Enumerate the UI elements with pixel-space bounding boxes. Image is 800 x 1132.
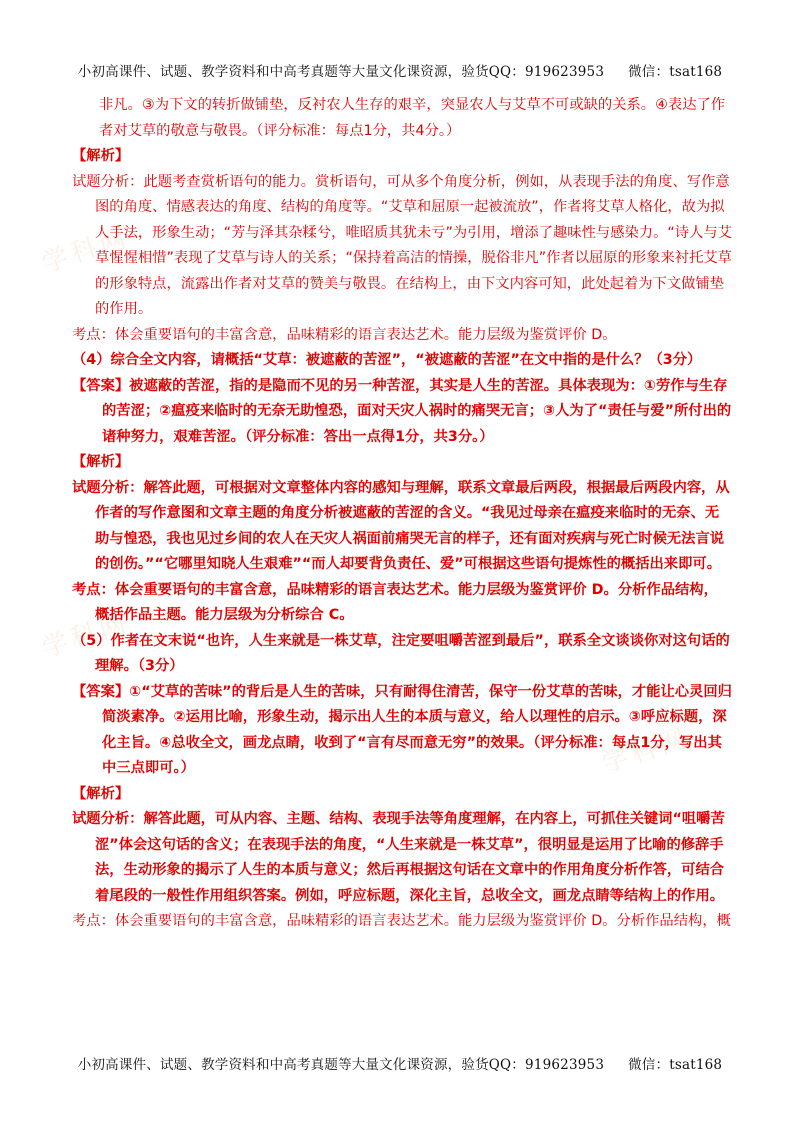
answer-4: 【答案】被遮蔽的苦涩，指的是隐而不见的另一种苦涩，其实是人生的苦涩。具体表现为：①劳作与生存的苦涩；②瘟疫来临时的无奈无助惶恐，面对天灾人祸时的痛哭无言；③人为了“责任与爱”所付出的诸种努力，艰难苦涩。（评分标准：答出一点得1分，共3分。） (72, 377, 732, 445)
answer-continuation: 非凡。③为下文的转折做铺垫，反衬农人生存的艰辛，突显农人与艾草不可或缺的关系。④表达了作者对艾草的敬意与敬畏。（评分标准：每点1分，共4分。） (99, 97, 726, 139)
question-4: （4）综合全文内容，请概括“艾草：被遮蔽的苦涩”，“被遮蔽的苦涩”在文中指的是什么？（3分） (72, 352, 702, 368)
watermark: 学科网 (598, 722, 694, 780)
question-5: （5）作者在文末说“也许，人生来就是一株艾草，注定要咀嚼苦涩到最后”，联系全文谈谈你对这句话的理解。（3分） (72, 632, 730, 674)
page-header (0, 60, 800, 80)
document-body (72, 93, 732, 935)
footer-text: 小初高课件、试题、教学资料和中高考真题等大量文化课资源，验货QQ：919623953 (77, 1057, 605, 1073)
analysis-label: 【解析】 (72, 454, 130, 470)
header-text: 小初高课件、试题、教学资料和中高考真题等大量文化课资源，验货QQ：919623953 (77, 64, 605, 80)
footer-wechat: 微信：tsat168 (628, 1057, 723, 1073)
knowledge-point: 考点：体会重要语句的丰富含意，品味精彩的语言表达艺术。能力层级为鉴赏评价 D。分析作品结构，概 (72, 913, 731, 929)
answer-5: 【答案】①“艾草的苦味”的背后是人生的苦味，只有耐得住清苦，保守一份艾草的苦味，才能让心灵回归简淡素净。②运用比喻，形象生动，揭示出人生的本质与意义，给人以理性的启示。③呼应标题，深化主旨。④总收全文，画龙点睛，收到了“言有尽而意无穷”的效果。（评分标准：每点1分，写出其中三点即可。） (72, 683, 732, 776)
watermark: 学科网 (38, 222, 134, 280)
analysis-text: 试题分析：解答此题，可从内容、主题、结构、表现手法等角度理解，在内容上，可抓住关键词“咀嚼苦涩”体会这句话的含义；在表现手法的角度，“人生来就是一株艾草”，很明显是运用了比喻的修辞手法，生动形象的揭示了人生的本质与意义；然后再根据这句话在文章中的作用角度分析作答，可结合着尾段的一般性作用组织答案。例如，呼应标题，深化主旨，总收全文，画龙点睛等结构上的作用。 (72, 811, 725, 904)
knowledge-point: 考点：体会重要语句的丰富含意，品味精彩的语言表达艺术。能力层级为鉴赏评价 D。 (72, 326, 617, 343)
knowledge-point: 考点：体会重要语句的丰富含意，品味精彩的语言表达艺术。能力层级为鉴赏评价 D。分析作品结构，概括作品主题。能力层级为分析综合 C。 (72, 581, 718, 623)
analysis-label: 【解析】 (72, 148, 130, 164)
page-footer (0, 1053, 800, 1073)
analysis-text: 试题分析：解答此题，可根据对文章整体内容的感知与理解，联系文章最后两段，根据最后两段内容，从作者的写作意图和文章主题的角度分析被遮蔽的苦涩的含义。“我见过母亲在瘟疫来临时的无奈、无助与惶恐，我也见过乡间的农人在天灾人祸面前痛哭无言的样子，还有面对疾病与死亡时候无法言说的创伤。”“它哪里知晓人生艰难”“而人却要背负责任、爱”可根据这些语句提炼性的概括出来即可。 (72, 479, 730, 572)
analysis-text: 试题分析：此题考查赏析语句的能力。赏析语句，可从多个角度分析，例如，从表现手法的角度、写作意图的角度、情感表达的角度、结构的角度等。“艾草和屈原一起被流放”，作者将艾草人格化，故为拟人手法，形象生动；“芳与泽其杂糅兮，唯昭质其犹未亏”为引用，增添了趣味性与感染力。“诗人与艾草惺惺相惜”表现了艾草与诗人的关系；“保持着高洁的情操，脱俗非凡”作者以屈原的形象来衬托艾草的形象特点，流露出作者对艾草的赞美与敬畏。在结构上，由下文内容可知，此处起着为下文做铺垫的作用。 (72, 173, 732, 317)
analysis-label: 【解析】 (72, 785, 130, 802)
watermark: 学科网 (38, 607, 134, 665)
header-wechat: 微信：tsat168 (628, 64, 723, 80)
